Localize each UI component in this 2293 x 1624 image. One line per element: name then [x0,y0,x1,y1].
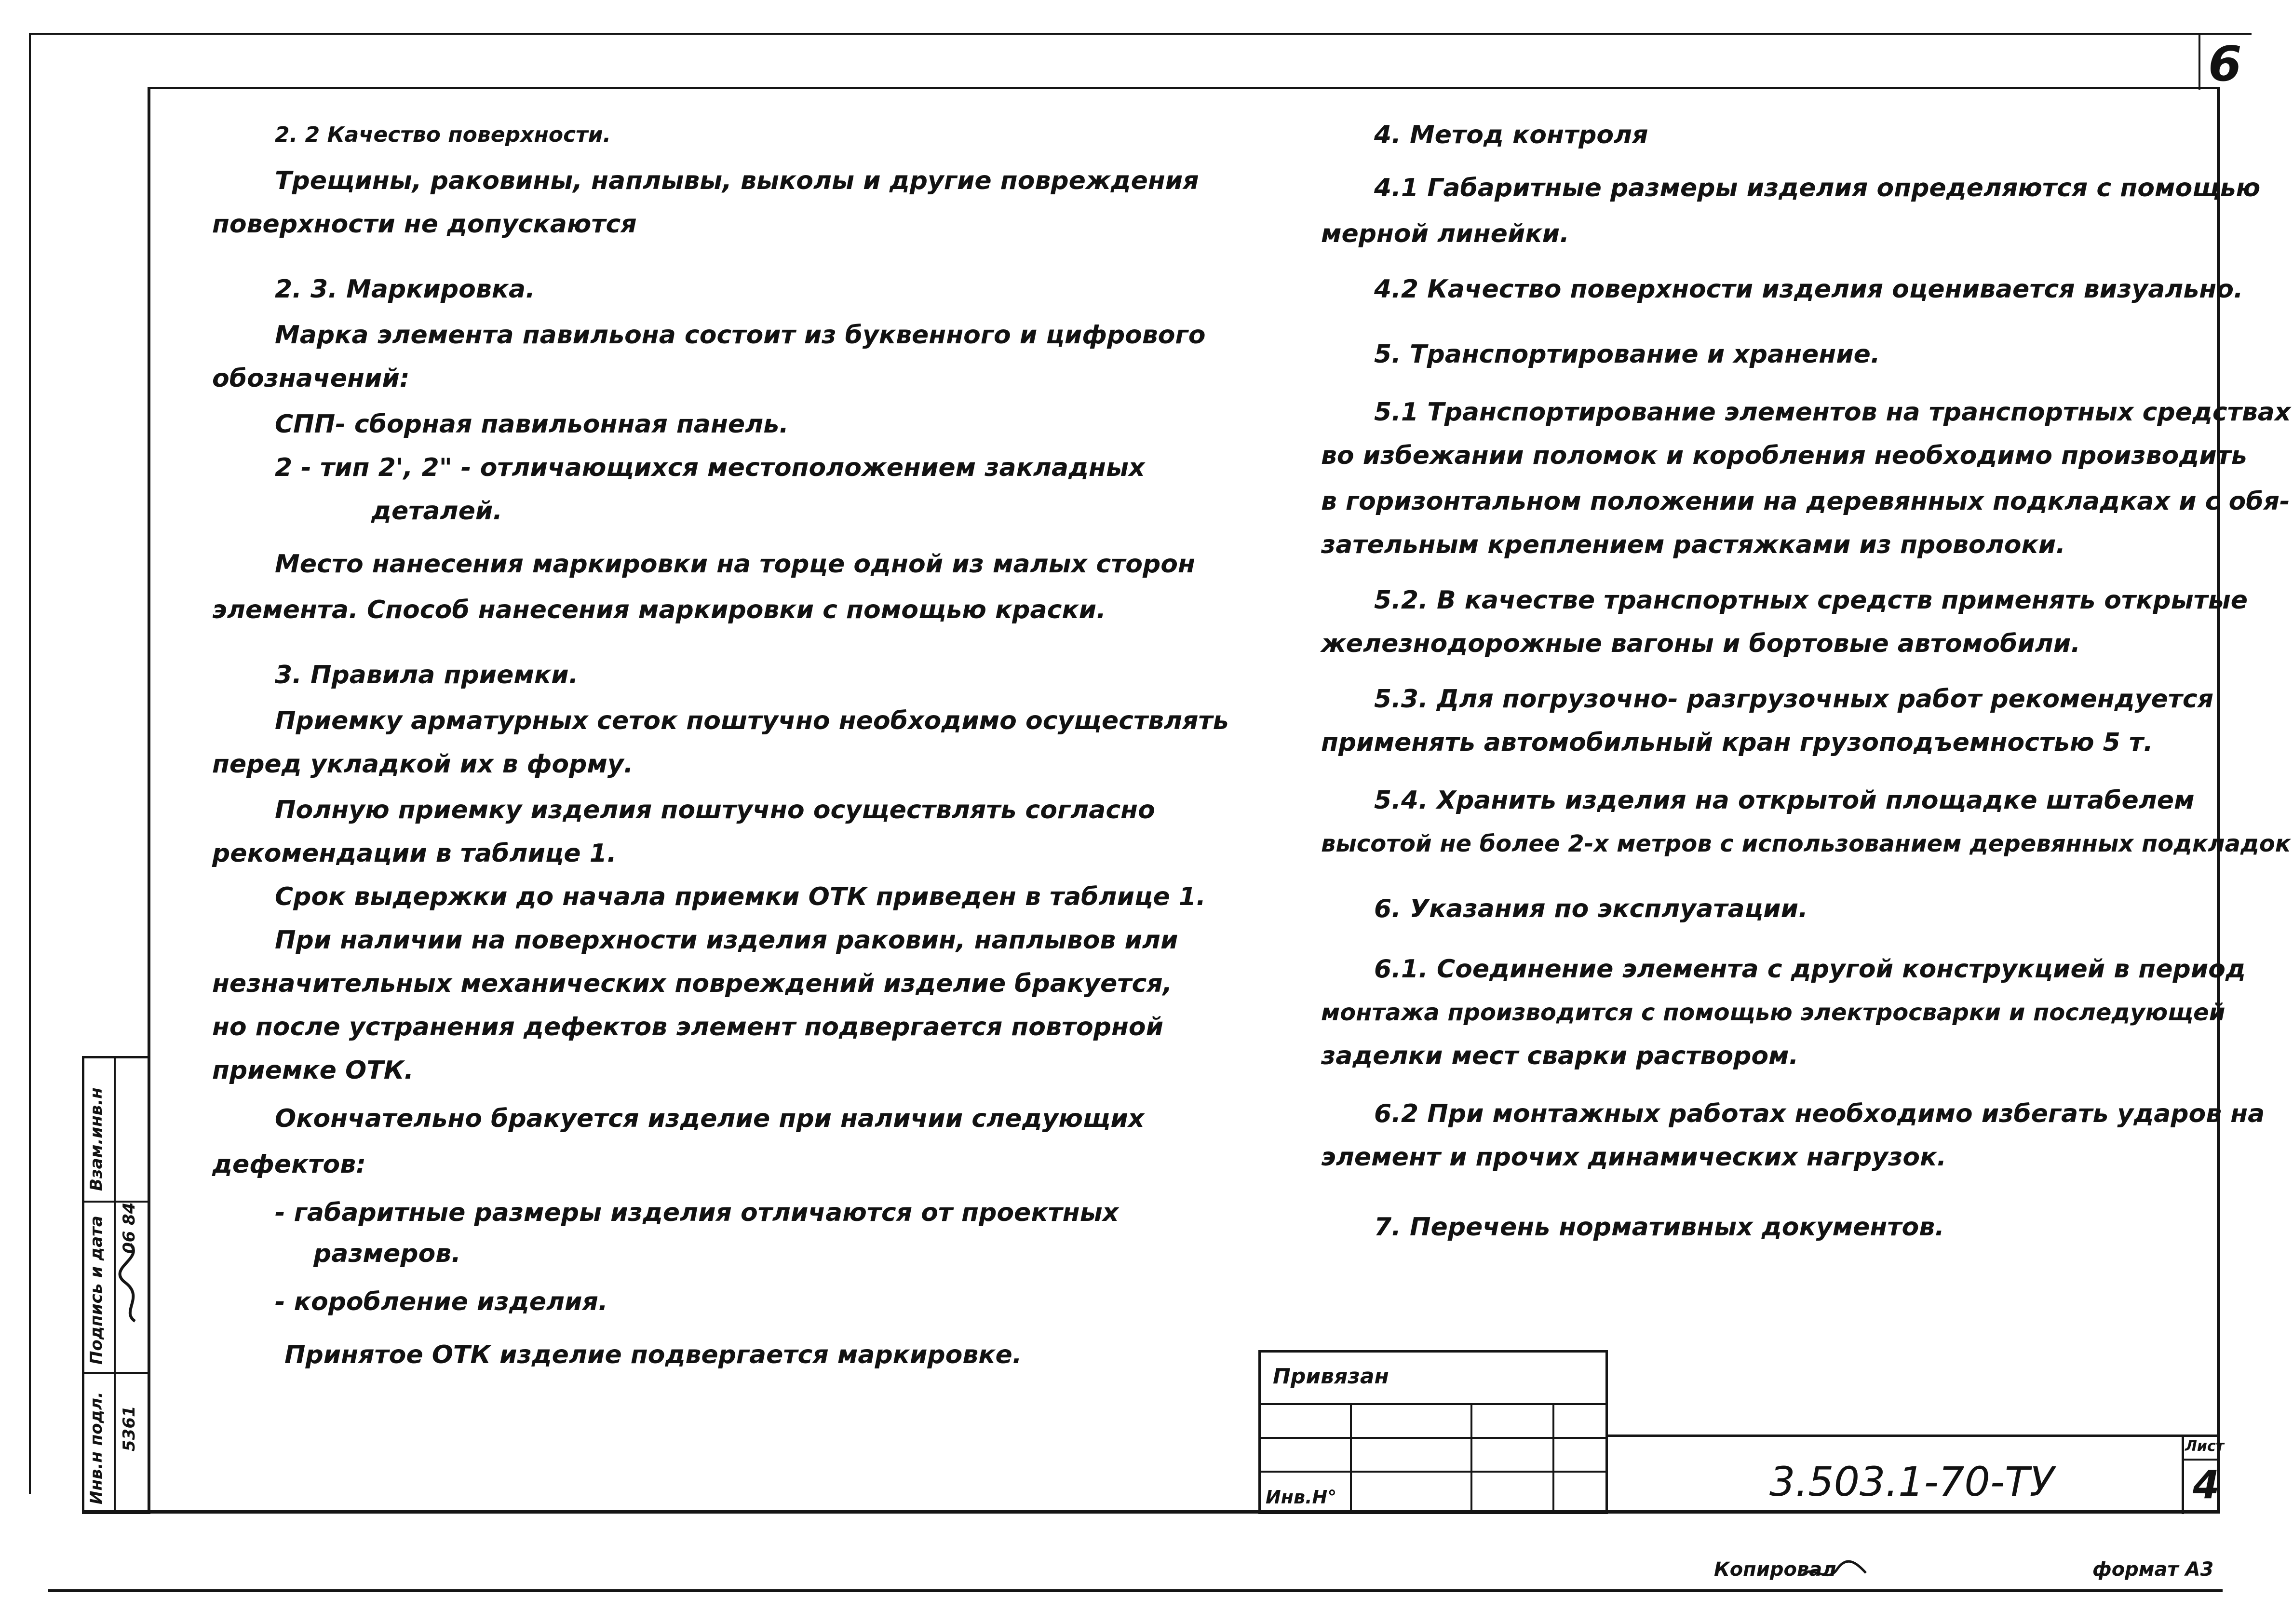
sign-date-value: 06 84 [120,1202,139,1254]
text-line: 5.1 Транспортирование элементов на транспортных средствах [1374,398,2291,427]
text-line: 6.2 При монтажных работах необходимо избегать ударов на [1374,1099,2265,1128]
text-line: 4.1 Габаритные размеры изделия определяются с помощью [1374,174,2261,203]
tied-stamp-vline-2 [1470,1403,1472,1514]
text-line: заделки мест сварки раствором. [1321,1042,1799,1070]
text-line: рекомендации в таблице 1. [212,839,617,868]
text-line: СПП- сборная павильонная панель. [275,410,789,439]
format-label: формат А3 [2092,1558,2214,1581]
text-line: 2. 3. Маркировка. [275,275,535,304]
text-line: 2. 2 Качество поверхности. [275,122,611,147]
text-line: перед укладкой их в форму. [212,750,634,779]
text-line: При наличии на поверхности изделия раковин, наплывов или [275,926,1178,955]
text-line: - коробление изделия. [275,1287,608,1316]
text-line: - габаритные размеры изделия отличаются от проектных [275,1198,1119,1227]
text-line: поверхности не допускаются [212,210,637,239]
text-line: железнодорожные вагоны и бортовые автомобили. [1321,629,2080,658]
sheet-cell-left-line [2182,1435,2184,1514]
inv-label: Инв.Н° [1266,1487,1337,1508]
text-line: в горизонтальном положении на деревянных подкладках и с обя- [1321,487,2290,516]
corner-number: 6 [2208,36,2242,92]
text-line: применять автомобильный кран грузоподъемностью 5 т. [1321,728,2153,757]
tied-stamp-hline-3 [1258,1471,1608,1473]
text-line: деталей. [371,497,503,526]
document-code: 3.503.1-70-ТУ [1769,1458,2054,1505]
text-line: во избежании поломок и коробления необходимо производить [1321,441,2247,470]
text-line: 5. Транспортирование и хранение. [1374,340,1880,369]
text-line: Окончательно бракуется изделие при наличии следующих [275,1104,1145,1133]
text-line: обозначений: [212,364,410,393]
text-line: 3. Правила приемки. [275,661,579,690]
text-line: 7. Перечень нормативных документов. [1374,1213,1944,1242]
sheet-label: Лист [2185,1438,2225,1455]
text-line: незначительных механических повреждений изделие бракуется, [212,969,1173,998]
text-line: 5.3. Для погрузочно- разгрузочных работ рекомендуется [1374,685,2214,714]
text-line: Полную приемку изделия поштучно осуществлять согласно [275,796,1155,825]
text-line: Срок выдержки до начала приемки ОТК приведен в таблице 1. [275,882,1206,911]
title-block-top-line [1608,1435,2220,1437]
text-line: 5.4. Хранить изделия на открытой площадке штабелем [1374,786,2195,815]
text-line: 5.2. В качестве транспортных средств применять открытые [1374,586,2248,615]
tied-label: Привязан [1273,1364,1389,1389]
tied-stamp-vline-1 [1350,1403,1352,1514]
text-line: Место нанесения маркировки на торце одной из малых сторон [275,550,1195,579]
text-line: Марка элемента павильона состоит из буквенного и цифрового [275,321,1206,350]
inv-orig-value: 5361 [120,1406,139,1451]
text-line: 4.2 Качество поверхности изделия оценивается визуально. [1374,275,2243,304]
text-line: высотой не более 2-х метров с использованием деревянных подкладок [1321,830,2291,857]
text-line: элемент и прочих динамических нагрузок. [1321,1143,1947,1172]
text-line: 4. Метод контроля [1374,121,1648,149]
copied-label: Копировал [1714,1558,1836,1581]
text-line: 6. Указания по эксплуатации. [1374,894,1808,923]
text-line: 6.1. Соединение элемента с другой конструкцией в период [1374,955,2246,984]
inv-orig-label: Инв.н подл. [87,1392,106,1504]
text-line: 2 - тип 2', 2" - отличающихся местоположением закладных [275,453,1145,482]
text-line: дефектов: [212,1150,366,1179]
sign-date-label: Подпись и дата [87,1216,106,1365]
text-line: но после устранения дефектов элемент подвергается повторной [212,1013,1164,1042]
text-line: Принятое ОТК изделие подвергается маркировке. [284,1340,1022,1369]
text-line: монтажа производится с помощью электросварки и последующей [1321,999,2226,1026]
text-line: приемке ОТК. [212,1056,414,1085]
tied-stamp-hline-2 [1258,1437,1608,1439]
text-line: Трещины, раковины, наплывы, выколы и другие повреждения [275,166,1199,195]
sheet-cell-mid-line [2182,1459,2220,1461]
text-line: Приемку арматурных сеток поштучно необходимо осуществлять [275,706,1229,735]
sheet-number: 4 [2193,1462,2220,1507]
tied-stamp-vline-3 [1552,1403,1554,1514]
text-line: размеров. [313,1239,461,1268]
replace-inv-label: Взам.инв.н [87,1087,106,1191]
text-line: элемента. Способ нанесения маркировки с помощью краски. [212,595,1106,624]
text-line: зательным креплением растяжками из проволоки. [1321,530,2065,559]
text-line: мерной линейки. [1321,219,1569,248]
tied-stamp-hline-1 [1258,1403,1608,1405]
